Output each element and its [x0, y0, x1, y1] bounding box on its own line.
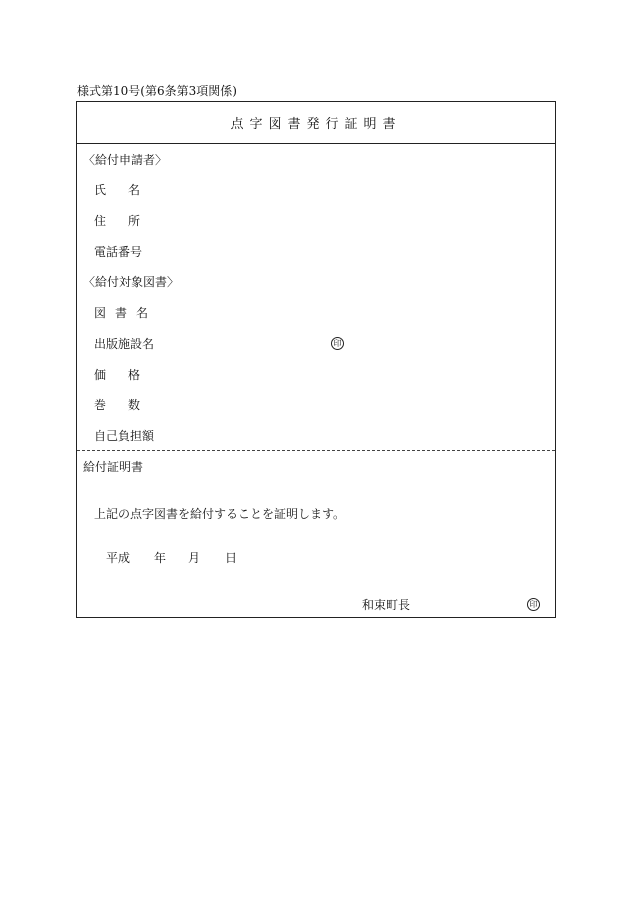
- issuer-seal-mark: 印: [527, 598, 540, 611]
- publisher-seal-mark: 印: [331, 337, 344, 350]
- volumes-label: 巻数: [94, 398, 163, 412]
- publisher-label: 出版施設名: [94, 337, 155, 351]
- copay-label: 自己負担額: [94, 429, 155, 443]
- applicant-address-label: 住所: [94, 214, 163, 228]
- form-caption: 様式第10号(第6条第3項関係): [77, 84, 237, 98]
- title-divider: [77, 143, 555, 144]
- applicant-phone-label: 電話番号: [94, 245, 143, 259]
- book-title-label: 図書名: [94, 306, 158, 320]
- issuer-title: 和束町長: [362, 598, 411, 612]
- certificate-statement: 上記の点字図書を給付することを証明します。: [94, 507, 346, 521]
- date-year-unit: 年: [154, 551, 167, 565]
- date-month-unit: 月: [188, 551, 201, 565]
- certificate-heading: 給付証明書: [83, 460, 144, 474]
- certificate-divider: [77, 450, 555, 451]
- form-box: [76, 101, 556, 618]
- applicant-name-label: 氏名: [94, 183, 163, 197]
- form-title: 点字図書発行証明書: [230, 117, 402, 132]
- book-section-heading: 〈給付対象図書〉: [83, 275, 180, 289]
- date-era: 平成: [106, 551, 131, 565]
- price-label: 価格: [94, 368, 163, 382]
- date-day-unit: 日: [225, 551, 238, 565]
- applicant-section-heading: 〈給付申請者〉: [83, 153, 168, 167]
